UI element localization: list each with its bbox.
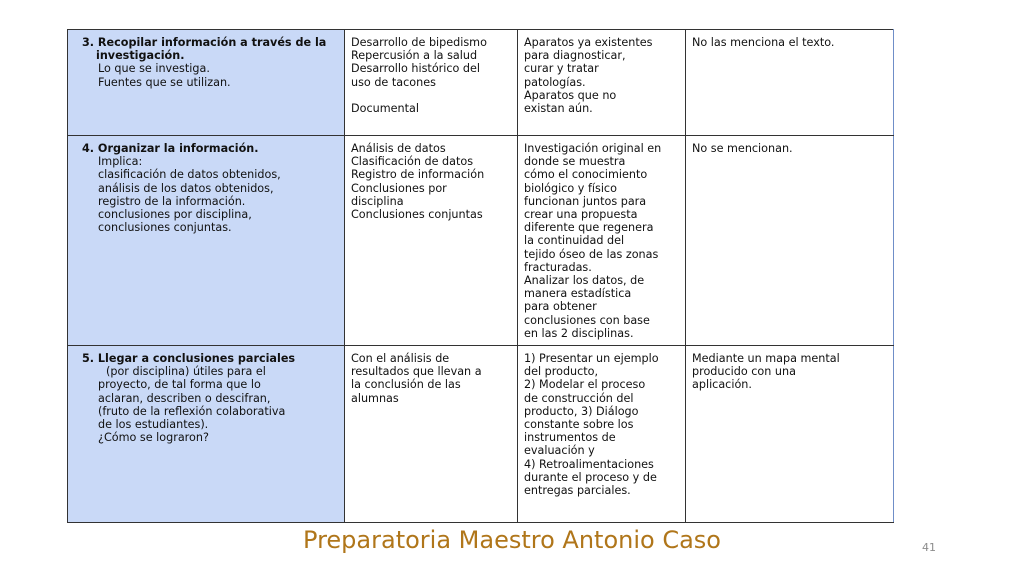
cell-line: Mediante un mapa mental xyxy=(692,352,840,365)
notes-cell xyxy=(686,136,894,346)
cell-line: Investigación original en xyxy=(524,142,662,155)
notes-cell xyxy=(686,30,894,136)
cell-line: resultados que llevan a xyxy=(351,365,482,379)
cell-line: del producto, xyxy=(524,365,599,379)
step-detail: aclaran, describen o descifran, xyxy=(98,391,271,405)
product-cell xyxy=(518,136,686,346)
cell-line: para diagnosticar, xyxy=(524,49,626,63)
step-title-cont: investigación. xyxy=(96,49,185,63)
cell-line: crear una propuesta xyxy=(524,208,638,222)
step-detail: conclusiones por disciplina, xyxy=(98,208,252,222)
step-detail: Fuentes que se utilizan. xyxy=(98,75,231,89)
step-detail: conclusiones conjuntas. xyxy=(98,221,232,235)
cell-line: Desarrollo de bipedismo xyxy=(351,36,487,49)
cell-line: disciplina xyxy=(351,194,404,208)
cell-line: Repercusión a la salud xyxy=(351,49,478,63)
cell-line: Conclusiones conjuntas xyxy=(351,208,483,222)
cell-line: donde se muestra xyxy=(524,155,626,169)
notes-cell xyxy=(686,346,894,523)
step-detail: ¿Cómo se lograron? xyxy=(98,431,209,445)
cell-line: aplicación. xyxy=(692,378,752,392)
product-cell xyxy=(518,30,686,136)
process-table xyxy=(67,29,894,523)
step-cell xyxy=(68,346,345,523)
cell-line: biológico y físico xyxy=(524,181,617,195)
step-detail: (fruto de la reflexión colaborativa xyxy=(98,404,286,418)
cell-line: Conclusiones por xyxy=(351,181,447,195)
cell-line: funcionan juntos para xyxy=(524,194,647,208)
table-row xyxy=(68,136,894,346)
cell-line: Documental xyxy=(351,101,419,115)
cell-line: para obtener xyxy=(524,300,597,314)
step-title: 3. Recopilar información a través de la xyxy=(82,36,327,49)
page-number: 41 xyxy=(922,541,936,554)
footer-school-name: Preparatoria Maestro Antonio Caso xyxy=(303,526,721,554)
step-detail: de los estudiantes). xyxy=(98,418,209,432)
cell-line: tejido óseo de las zonas xyxy=(524,247,659,261)
cell-line: cómo el conocimiento xyxy=(524,168,648,182)
cell-line: 1) Presentar un ejemplo xyxy=(524,352,659,365)
cell-line: No se mencionan. xyxy=(692,142,793,155)
cell-gap xyxy=(351,89,511,102)
step-detail: registro de la información. xyxy=(98,194,246,208)
cell-line: fracturadas. xyxy=(524,260,592,274)
cell-line: de construcción del xyxy=(524,391,634,405)
step-detail: Implica: xyxy=(98,155,143,169)
cell-line: curar y tratar xyxy=(524,62,599,76)
cell-line: producido con una xyxy=(692,365,796,379)
step-detail: clasificación de datos obtenidos, xyxy=(98,168,281,182)
cell-line: la continuidad del xyxy=(524,234,625,248)
table-row xyxy=(68,30,894,136)
cell-line: Con el análisis de xyxy=(351,352,450,365)
cell-line: patologías. xyxy=(524,75,586,89)
step-cell xyxy=(68,136,345,346)
cell-line: durante el proceso y de xyxy=(524,470,657,484)
cell-line: Análisis de datos xyxy=(351,142,446,155)
table-row xyxy=(68,346,894,523)
cell-line: Aparatos ya existentes xyxy=(524,36,653,49)
cell-line: 2) Modelar el proceso xyxy=(524,378,646,392)
step-cell xyxy=(68,30,345,136)
step-detail: Lo que se investiga. xyxy=(98,62,210,76)
cell-line: No las menciona el texto. xyxy=(692,36,835,49)
cell-line: Analizar los datos, de xyxy=(524,274,645,288)
cell-line: existan aún. xyxy=(524,102,593,116)
cell-line: Desarrollo histórico del xyxy=(351,62,481,76)
cell-line: Clasificación de datos xyxy=(351,155,474,169)
cell-line: uso de tacones xyxy=(351,75,436,89)
step-detail: proyecto, de tal forma que lo xyxy=(98,378,261,392)
cell-line: constante sobre los xyxy=(524,418,634,432)
cell-line: instrumentos de xyxy=(524,431,616,445)
activity-cell xyxy=(345,30,518,136)
cell-line: la conclusión de las xyxy=(351,378,461,392)
cell-line: Registro de información xyxy=(351,168,485,182)
cell-line: entregas parciales. xyxy=(524,484,631,498)
step-detail: (por disciplina) útiles para el xyxy=(106,365,266,379)
step-title: 5. Llegar a conclusiones parciales xyxy=(82,352,296,365)
step-detail: análisis de los datos obtenidos, xyxy=(98,181,274,195)
cell-line: en las 2 disciplinas. xyxy=(524,326,634,340)
cell-line: 4) Retroalimentaciones xyxy=(524,457,654,471)
step-title: 4. Organizar la información. xyxy=(82,142,259,155)
cell-line: diferente que regenera xyxy=(524,221,654,235)
product-cell xyxy=(518,346,686,523)
cell-line: producto, 3) Diálogo xyxy=(524,404,639,418)
cell-line: alumnas xyxy=(351,391,399,405)
activity-cell xyxy=(345,136,518,346)
cell-line: conclusiones con base xyxy=(524,313,650,327)
cell-line: manera estadística xyxy=(524,287,632,301)
activity-cell xyxy=(345,346,518,523)
cell-line: evaluación y xyxy=(524,444,595,458)
cell-line: Aparatos que no xyxy=(524,88,617,102)
